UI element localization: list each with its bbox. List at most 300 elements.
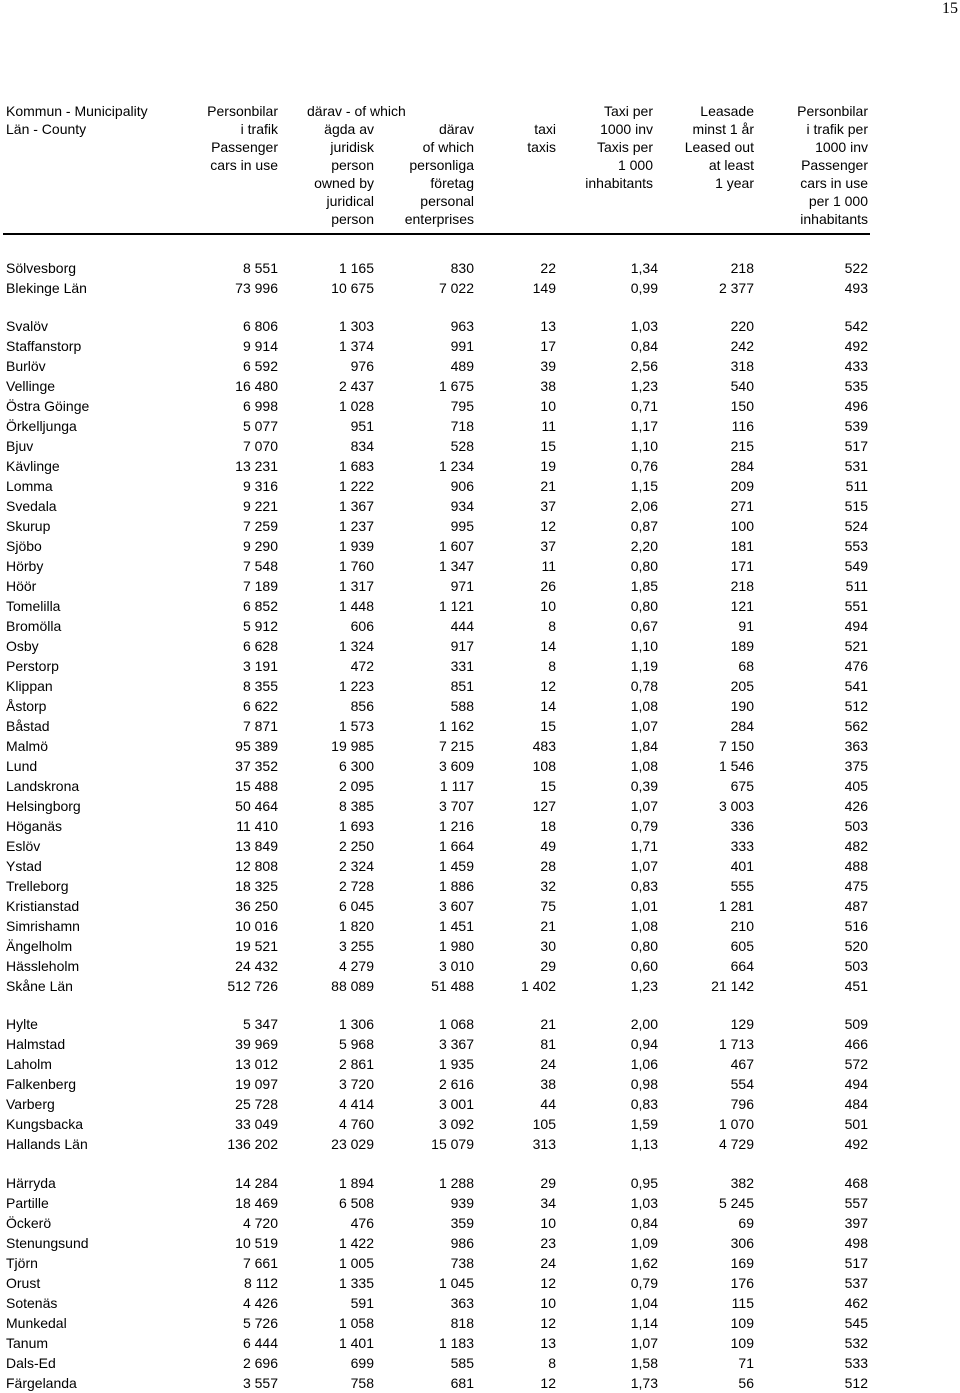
- value-cell: 531: [844, 458, 868, 474]
- value-cell: 13 849: [235, 838, 278, 854]
- value-cell: 3 557: [242, 1375, 278, 1391]
- table-row: [0, 416, 960, 436]
- value-cell: 1 237: [338, 518, 374, 534]
- value-cell: 318: [730, 358, 754, 374]
- value-cell: 19: [540, 458, 556, 474]
- value-cell: 1 374: [338, 338, 374, 354]
- table-row: [0, 1034, 960, 1054]
- municipality-cell: Kungsbacka: [6, 1116, 84, 1132]
- municipality-cell: Sotenäs: [6, 1295, 58, 1311]
- header-line: Leased out: [684, 139, 754, 155]
- value-cell: 149: [532, 280, 556, 296]
- value-cell: 1 216: [438, 818, 474, 834]
- table-row: [0, 356, 960, 376]
- table-row: [0, 556, 960, 576]
- value-cell: 1,08: [630, 698, 658, 714]
- table-row: [0, 656, 960, 676]
- municipality-cell: Osby: [6, 638, 39, 654]
- value-cell: 1,08: [630, 918, 658, 934]
- value-cell: 0,94: [630, 1036, 658, 1052]
- municipality-cell: Ängelholm: [6, 938, 73, 954]
- header-line: företag: [430, 175, 474, 191]
- value-cell: 0,98: [630, 1076, 658, 1092]
- value-cell: 738: [450, 1255, 474, 1271]
- header-col-7: [760, 102, 868, 228]
- value-cell: 8 385: [338, 798, 374, 814]
- value-cell: 397: [844, 1215, 868, 1231]
- value-cell: 108: [532, 758, 556, 774]
- value-cell: 171: [730, 558, 754, 574]
- value-cell: 0,39: [630, 778, 658, 794]
- header-line: person: [331, 157, 374, 173]
- value-cell: 2 437: [338, 378, 374, 394]
- value-cell: 13 231: [235, 458, 278, 474]
- value-cell: 169: [730, 1255, 754, 1271]
- municipality-cell: Örkelljunga: [6, 418, 77, 434]
- table-row: [0, 316, 960, 336]
- value-cell: 4 760: [338, 1116, 374, 1132]
- header-line: Taxis per: [596, 139, 653, 155]
- value-cell: 5 726: [242, 1315, 278, 1331]
- value-cell: 796: [730, 1096, 754, 1112]
- value-cell: 1,01: [630, 898, 658, 914]
- municipality-cell: Tomelilla: [6, 598, 61, 614]
- value-cell: 533: [844, 1355, 868, 1371]
- value-cell: 7 215: [438, 738, 474, 754]
- value-cell: 426: [844, 798, 868, 814]
- value-cell: 1 820: [338, 918, 374, 934]
- municipality-cell: Båstad: [6, 718, 50, 734]
- value-cell: 2 377: [718, 280, 754, 296]
- value-cell: 38: [540, 1076, 556, 1092]
- value-cell: 375: [844, 758, 868, 774]
- value-cell: 1,19: [630, 658, 658, 674]
- value-cell: 25 728: [235, 1096, 278, 1112]
- value-cell: 467: [730, 1056, 754, 1072]
- municipality-cell: Staffanstorp: [6, 338, 82, 354]
- value-cell: 15: [540, 438, 556, 454]
- value-cell: 127: [532, 798, 556, 814]
- value-cell: 1 324: [338, 638, 374, 654]
- value-cell: 1 281: [718, 898, 754, 914]
- value-cell: 1 222: [338, 478, 374, 494]
- value-cell: 1 045: [438, 1275, 474, 1291]
- header-line: i trafik per: [806, 121, 868, 137]
- table-row: [0, 1253, 960, 1273]
- header-line: cars in use: [210, 157, 278, 173]
- table-row: [0, 716, 960, 736]
- value-cell: 0,60: [630, 958, 658, 974]
- value-cell: 588: [450, 698, 474, 714]
- value-cell: 3 001: [438, 1096, 474, 1112]
- value-cell: 468: [844, 1175, 868, 1191]
- value-cell: 44: [540, 1096, 556, 1112]
- value-cell: 284: [730, 458, 754, 474]
- value-cell: 68: [738, 658, 754, 674]
- value-cell: 492: [844, 338, 868, 354]
- value-cell: 542: [844, 318, 868, 334]
- municipality-cell: Hässleholm: [6, 958, 80, 974]
- municipality-cell: Hallands Län: [6, 1136, 88, 1152]
- value-cell: 1 028: [338, 398, 374, 414]
- value-cell: 12: [540, 518, 556, 534]
- value-cell: 205: [730, 678, 754, 694]
- value-cell: 1 939: [338, 538, 374, 554]
- value-cell: 1,07: [630, 718, 658, 734]
- table-row: [0, 576, 960, 596]
- value-cell: 363: [450, 1295, 474, 1311]
- value-cell: 10 016: [235, 918, 278, 934]
- header-line: cars in use: [800, 175, 868, 191]
- header-col-4: [480, 102, 556, 156]
- value-cell: 462: [844, 1295, 868, 1311]
- value-cell: 0,84: [630, 338, 658, 354]
- value-cell: 511: [845, 578, 868, 594]
- table-row: [0, 278, 960, 298]
- value-cell: 29: [540, 1175, 556, 1191]
- value-cell: 472: [350, 658, 374, 674]
- value-cell: 6 628: [242, 638, 278, 654]
- value-cell: 3 707: [438, 798, 474, 814]
- header-line: 1000 inv: [815, 139, 868, 155]
- value-cell: 522: [844, 260, 868, 276]
- value-cell: 14 284: [235, 1175, 278, 1191]
- value-cell: 10: [540, 1295, 556, 1311]
- value-cell: 2 095: [338, 778, 374, 794]
- value-cell: 1 303: [338, 318, 374, 334]
- value-cell: 100: [730, 518, 754, 534]
- header-line: [380, 102, 474, 120]
- value-cell: 190: [730, 698, 754, 714]
- value-cell: 6 592: [242, 358, 278, 374]
- municipality-cell: Helsingborg: [6, 798, 81, 814]
- value-cell: 934: [450, 498, 474, 514]
- value-cell: 13: [540, 1335, 556, 1351]
- value-cell: 0,80: [630, 558, 658, 574]
- municipality-cell: Varberg: [6, 1096, 55, 1112]
- value-cell: 494: [844, 618, 868, 634]
- value-cell: 4 720: [242, 1215, 278, 1231]
- municipality-cell: Hylte: [6, 1016, 38, 1032]
- value-cell: 1 459: [438, 858, 474, 874]
- value-cell: 3 720: [338, 1076, 374, 1092]
- municipality-cell: Halmstad: [6, 1036, 66, 1052]
- value-cell: 15: [540, 778, 556, 794]
- header-line: Taxi per: [603, 103, 653, 119]
- table-row: [0, 1233, 960, 1253]
- value-cell: 7 871: [242, 718, 278, 734]
- value-cell: 7 070: [242, 438, 278, 454]
- value-cell: 1,71: [630, 838, 658, 854]
- municipality-cell: Blekinge Län: [6, 280, 87, 296]
- value-cell: 856: [350, 698, 374, 714]
- value-cell: 9 221: [242, 498, 278, 514]
- municipality-cell: Svalöv: [6, 318, 49, 334]
- value-cell: 33 049: [235, 1116, 278, 1132]
- value-cell: 39 969: [235, 1036, 278, 1052]
- value-cell: 0,79: [630, 1275, 658, 1291]
- value-cell: 11: [541, 418, 556, 434]
- value-cell: 215: [730, 438, 754, 454]
- value-cell: 6 045: [338, 898, 374, 914]
- value-cell: 520: [844, 938, 868, 954]
- municipality-cell: Falkenberg: [6, 1076, 77, 1092]
- value-cell: 39: [540, 358, 556, 374]
- value-cell: 0,87: [630, 518, 658, 534]
- table-row: [0, 776, 960, 796]
- value-cell: 572: [844, 1056, 868, 1072]
- value-cell: 451: [844, 978, 868, 994]
- value-cell: 963: [450, 318, 474, 334]
- value-cell: 1 935: [438, 1056, 474, 1072]
- value-cell: 1 317: [338, 578, 374, 594]
- header-line: [280, 102, 374, 120]
- header-line: person: [331, 211, 374, 227]
- municipality-cell: Öckerö: [6, 1215, 52, 1231]
- value-cell: 509: [844, 1016, 868, 1032]
- table-row: [0, 676, 960, 696]
- value-cell: 333: [730, 838, 754, 854]
- value-cell: 0,83: [630, 878, 658, 894]
- value-cell: 6 300: [338, 758, 374, 774]
- value-cell: 605: [730, 938, 754, 954]
- value-cell: 545: [844, 1315, 868, 1331]
- municipality-cell: Orust: [6, 1275, 41, 1291]
- value-cell: 18: [540, 818, 556, 834]
- value-cell: 28: [540, 858, 556, 874]
- value-cell: 331: [450, 658, 474, 674]
- value-cell: 951: [350, 418, 374, 434]
- value-cell: 14: [540, 638, 556, 654]
- value-cell: 0,79: [630, 818, 658, 834]
- table-row: [0, 1333, 960, 1353]
- value-cell: 18 469: [235, 1195, 278, 1211]
- municipality-cell: Burlöv: [6, 358, 46, 374]
- value-cell: 483: [532, 738, 556, 754]
- value-cell: 8: [548, 1355, 556, 1371]
- value-cell: 19 521: [235, 938, 278, 954]
- value-cell: 2 861: [338, 1056, 374, 1072]
- value-cell: 7 189: [242, 578, 278, 594]
- table-row: [0, 896, 960, 916]
- value-cell: 71: [738, 1355, 754, 1371]
- municipality-cell: Sölvesborg: [6, 260, 77, 276]
- table-row: [0, 756, 960, 776]
- value-cell: 1,08: [630, 758, 658, 774]
- value-cell: 12: [540, 1315, 556, 1331]
- value-cell: 382: [730, 1175, 754, 1191]
- value-cell: 6 998: [242, 398, 278, 414]
- value-cell: 1 183: [438, 1335, 474, 1351]
- value-cell: 0,71: [630, 398, 658, 414]
- value-cell: 7 259: [242, 518, 278, 534]
- value-cell: 1,84: [630, 738, 658, 754]
- value-cell: 0,83: [630, 1096, 658, 1112]
- value-cell: 284: [730, 718, 754, 734]
- value-cell: 19 097: [235, 1076, 278, 1092]
- header-line: Leasade: [700, 103, 754, 119]
- value-cell: 23 029: [331, 1136, 374, 1152]
- header-line: Personbilar: [207, 103, 278, 119]
- value-cell: 1 451: [438, 918, 474, 934]
- value-cell: 189: [730, 638, 754, 654]
- value-cell: 489: [450, 358, 474, 374]
- municipality-cell: Eslöv: [6, 838, 41, 854]
- header-col-5: [560, 102, 653, 192]
- value-cell: 1,03: [630, 1195, 658, 1211]
- value-cell: 95 389: [235, 738, 278, 754]
- value-cell: 0,95: [630, 1175, 658, 1191]
- value-cell: 4 414: [338, 1096, 374, 1112]
- value-cell: 7 150: [718, 738, 754, 754]
- value-cell: 1 121: [438, 598, 474, 614]
- table-row: [0, 616, 960, 636]
- table-row: [0, 1213, 960, 1233]
- value-cell: 109: [730, 1315, 754, 1331]
- header-line: juridisk: [330, 139, 374, 155]
- table-row: [0, 1014, 960, 1034]
- value-cell: 1,13: [630, 1136, 658, 1152]
- value-cell: 0,84: [630, 1215, 658, 1231]
- municipality-cell: Perstorp: [6, 658, 59, 674]
- value-cell: 38: [540, 378, 556, 394]
- table-row: [0, 1353, 960, 1373]
- value-cell: 36 250: [235, 898, 278, 914]
- value-cell: 12 808: [235, 858, 278, 874]
- value-cell: 2,20: [630, 538, 658, 554]
- header-line: of which: [422, 139, 474, 155]
- value-cell: 1,23: [630, 378, 658, 394]
- value-cell: 7 661: [242, 1255, 278, 1271]
- value-cell: 1,10: [630, 438, 658, 454]
- value-cell: 758: [350, 1375, 374, 1391]
- value-cell: 503: [844, 818, 868, 834]
- municipality-cell: Färgelanda: [6, 1375, 77, 1391]
- value-cell: 699: [350, 1355, 374, 1371]
- header-line: 1 000: [617, 157, 653, 173]
- group-header: därav - of which: [307, 103, 406, 119]
- value-cell: 10: [540, 398, 556, 414]
- header-line: Personbilar: [797, 103, 868, 119]
- value-cell: 359: [450, 1215, 474, 1231]
- value-cell: 19 985: [331, 738, 374, 754]
- value-cell: 37: [540, 498, 556, 514]
- value-cell: 1,07: [630, 798, 658, 814]
- value-cell: 1 117: [440, 778, 474, 794]
- value-cell: 501: [844, 1116, 868, 1132]
- value-cell: 1,34: [630, 260, 658, 276]
- value-cell: 2,56: [630, 358, 658, 374]
- value-cell: 34: [540, 1195, 556, 1211]
- value-cell: 3 367: [438, 1036, 474, 1052]
- table-row: [0, 976, 960, 996]
- value-cell: 521: [844, 638, 868, 654]
- header-line: [480, 102, 556, 120]
- header-line: därav: [438, 121, 474, 137]
- header-rule: [3, 233, 870, 235]
- value-cell: 121: [730, 598, 754, 614]
- value-cell: 1 401: [338, 1335, 374, 1351]
- value-cell: 306: [730, 1235, 754, 1251]
- value-cell: 8: [548, 618, 556, 634]
- value-cell: 5 245: [718, 1195, 754, 1211]
- value-cell: 10 519: [235, 1235, 278, 1251]
- municipality-cell: Östra Göinge: [6, 398, 90, 414]
- header-col-1: [170, 102, 278, 174]
- header-col-2: [280, 102, 374, 228]
- value-cell: 91: [738, 618, 754, 634]
- value-cell: 10: [540, 598, 556, 614]
- value-cell: 1,06: [630, 1056, 658, 1072]
- value-cell: 1,10: [630, 638, 658, 654]
- value-cell: 834: [350, 438, 374, 454]
- value-cell: 1 573: [338, 718, 374, 734]
- municipality-cell: Kristianstad: [6, 898, 80, 914]
- header-line: taxis: [527, 139, 556, 155]
- value-cell: 1,04: [630, 1295, 658, 1311]
- value-cell: 541: [844, 678, 868, 694]
- value-cell: 1,23: [630, 978, 658, 994]
- municipality-cell: Kävlinge: [6, 458, 60, 474]
- value-cell: 1 223: [338, 678, 374, 694]
- value-cell: 1 070: [718, 1116, 754, 1132]
- value-cell: 554: [730, 1076, 754, 1092]
- value-cell: 116: [731, 418, 754, 434]
- value-cell: 830: [450, 260, 474, 276]
- header-line: per 1 000: [808, 193, 868, 209]
- value-cell: 551: [844, 598, 868, 614]
- value-cell: 24: [540, 1255, 556, 1271]
- value-cell: 17: [540, 338, 556, 354]
- table-row: [0, 1094, 960, 1114]
- value-cell: 939: [450, 1195, 474, 1211]
- value-cell: 1,07: [630, 1335, 658, 1351]
- value-cell: 4 426: [242, 1295, 278, 1311]
- value-cell: 1 664: [438, 838, 474, 854]
- value-cell: 555: [730, 878, 754, 894]
- value-cell: 26: [540, 578, 556, 594]
- table-row: [0, 1074, 960, 1094]
- value-cell: 37: [540, 538, 556, 554]
- value-cell: 13: [540, 318, 556, 334]
- value-cell: 10: [540, 1215, 556, 1231]
- value-cell: 13 012: [235, 1056, 278, 1072]
- value-cell: 540: [730, 378, 754, 394]
- value-cell: 6 852: [242, 598, 278, 614]
- value-cell: 210: [730, 918, 754, 934]
- value-cell: 503: [844, 958, 868, 974]
- municipality-cell: Åstorp: [6, 698, 47, 714]
- value-cell: 492: [844, 1136, 868, 1152]
- value-cell: 1 162: [438, 718, 474, 734]
- value-cell: 591: [350, 1295, 374, 1311]
- value-cell: 5 347: [242, 1016, 278, 1032]
- value-cell: 906: [450, 478, 474, 494]
- value-cell: 1 448: [338, 598, 374, 614]
- value-cell: 88 089: [331, 978, 374, 994]
- value-cell: 512 726: [227, 978, 278, 994]
- value-cell: 675: [730, 778, 754, 794]
- value-cell: 21 142: [711, 978, 754, 994]
- value-cell: 0,80: [630, 938, 658, 954]
- value-cell: 0,78: [630, 678, 658, 694]
- municipality-cell: Höganäs: [6, 818, 63, 834]
- table-row: [0, 936, 960, 956]
- value-cell: 136 202: [227, 1136, 278, 1152]
- value-cell: 11: [541, 558, 556, 574]
- value-cell: 7 548: [242, 558, 278, 574]
- municipality-cell: Klippan: [6, 678, 53, 694]
